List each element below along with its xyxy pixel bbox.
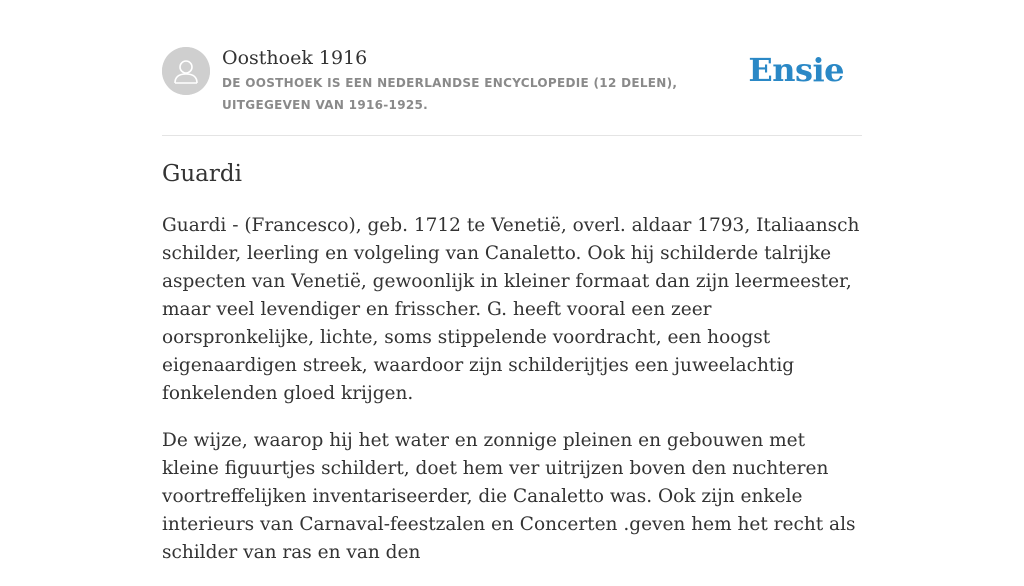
source-description: DE OOSTHOEK IS EEN NEDERLANDSE ENCYCLOPEDIE (12 DELEN), UITGEGEVEN VAN 1916-1925. — [222, 76, 678, 112]
source-name[interactable]: Oosthoek 1916 — [222, 47, 368, 69]
article-paragraph: De wijze, waarop hij het water en zonnige pleinen en gebouwen met kleine figuurtjes schildert, doet hem ver uitrijzen boven den nuchteren voortreffelijken inventariseerder, die Canaletto was. Ook zijn enkele interieurs van Carnaval-feestzalen en Concerten .geven hem het recht als schilder van ras en van den — [162, 430, 856, 563]
article-body — [162, 212, 862, 586]
ensie-logo[interactable]: Ensie — [748, 51, 844, 89]
user-icon[interactable] — [162, 47, 210, 95]
source-header — [162, 46, 862, 116]
article-title: Guardi — [162, 161, 242, 187]
header-divider — [162, 135, 862, 136]
article-paragraph: Guardi - (Francesco), geb. 1712 te Venetië, overl. aldaar 1793, Italiaansch schilder, leerling en volgeling van Canaletto. Ook hij schilderde talrijke aspecten van Venetië, gewoonlijk in kleiner formaat dan zijn leermeester, maar veel levendiger en frisscher. G. heeft vooral een zeer oorspronkelijke, lichte, soms stippelende voordracht, een hoogst eigenaardigen streek, waardoor zijn schilderijtjes een juweelachtig fonkelenden gloed krijgen. — [162, 215, 860, 404]
